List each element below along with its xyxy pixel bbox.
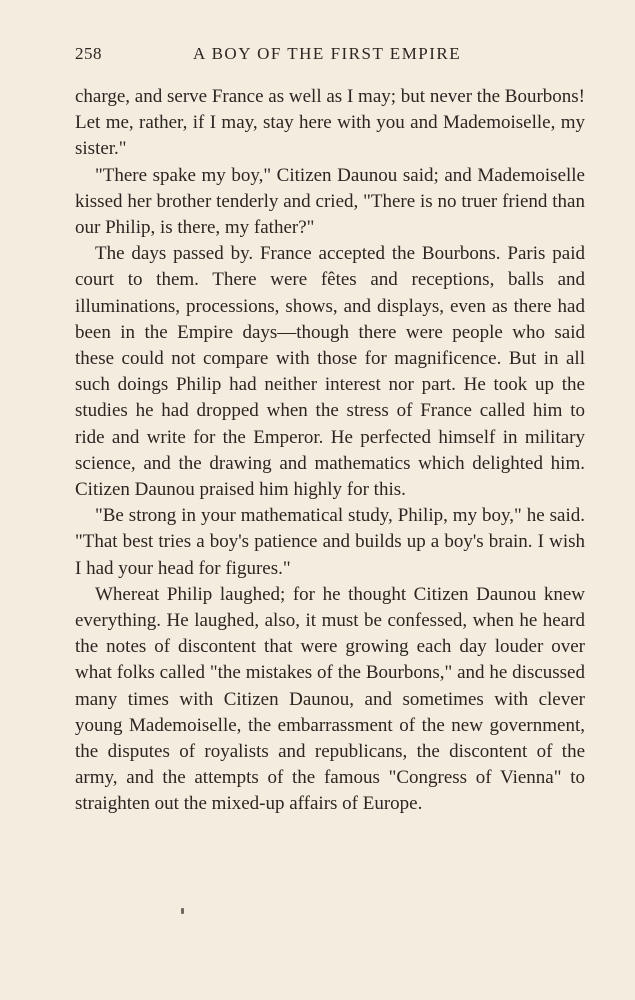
page-number: 258	[75, 44, 102, 63]
ink-mark	[181, 908, 184, 914]
paragraph: Whereat Philip laughed; for he thought Citizen Daunou knew everything. He laughed, also, it must be confessed, when he heard the notes of discontent that were growing each day louder over what folks called "the mistakes of the Bourbons," and he discussed many times with Citizen Daunou, and sometimes with clever young Mademoiselle, the embarrassment of the new government, the disputes of royalists and republicans, the discontent of the army, and the attempts of the famous "Congress of Vienna" to straighten out the mixed-up affairs of Europe.	[75, 583, 585, 815]
paragraph: The days passed by. France accepted the Bourbons. Paris paid court to them. There were fêtes and receptions, balls and illuminations, processions, shows, and displays, even as there had been in the Empire days—though there were people who said these could not compare with those for magnificence. But in all such doings Philip had neither interest nor part. He took up the studies he had dropped when the stress of France called him to ride and write for the Emperor. He perfected himself in military science, and the drawing and mathematics which delighted him. Citizen Daunou praised him highly for this.	[75, 243, 585, 501]
paragraph: "There spake my boy," Citizen Daunou said; and Mademoiselle kissed her brother tenderly and cried, "There is no truer friend than our Philip, is there, my father?"	[75, 164, 585, 239]
page-header	[75, 44, 585, 68]
running-head: A BOY OF THE FIRST EMPIRE	[193, 44, 462, 63]
body-text	[75, 84, 585, 818]
paragraph: "Be strong in your mathematical study, Philip, my boy," he said. "That best tries a boy's patience and builds up a boy's brain. I wish I had your head for figures."	[75, 505, 585, 579]
paragraph: charge, and serve France as well as I may; but never the Bourbons! Let me, rather, if I may, stay here with you and Mademoiselle, my sister."	[75, 86, 585, 160]
